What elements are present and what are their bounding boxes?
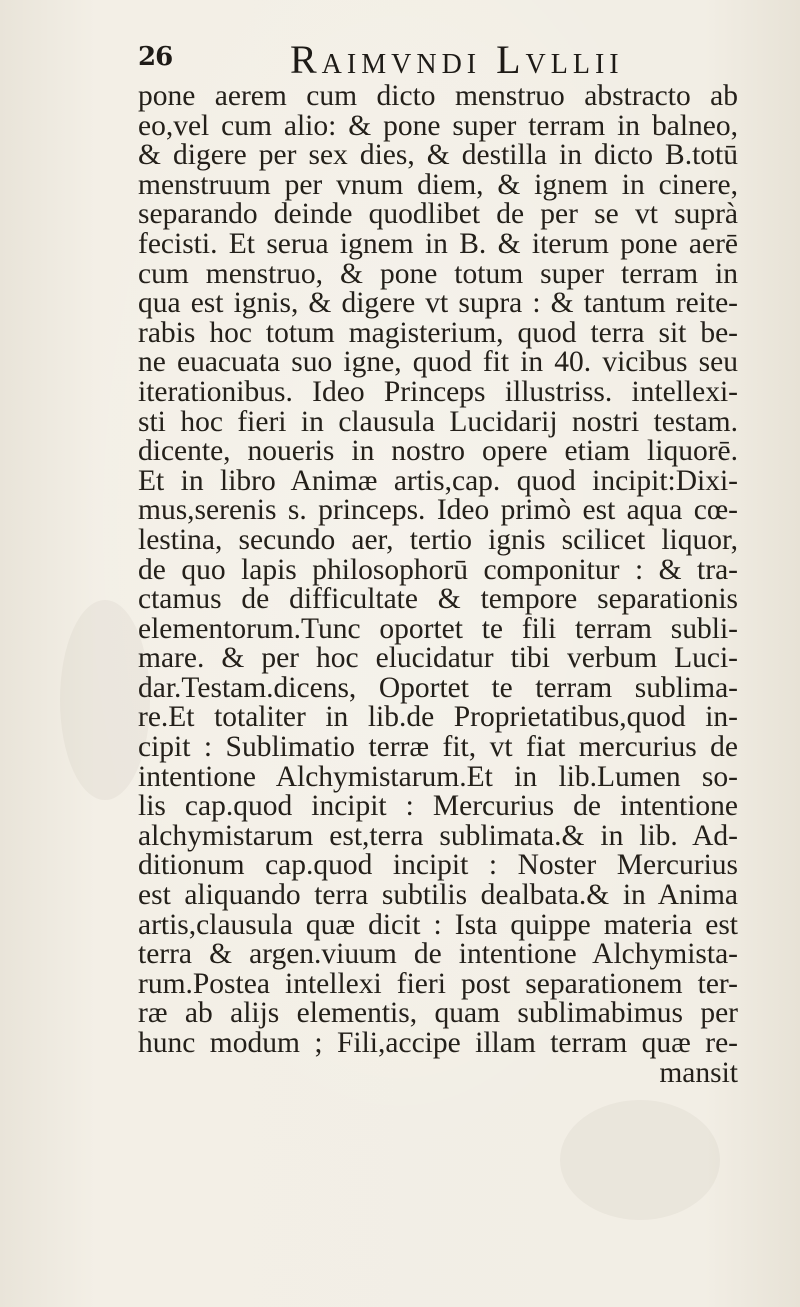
text-line: iterationibus. Ideo Princeps illustriss. intellexi-	[138, 375, 738, 408]
text-line: artis,clausula quæ dicit : Ista quippe materia est	[138, 908, 738, 941]
paper-stain	[60, 600, 150, 800]
running-head: Raimvndi Lvllii	[290, 37, 624, 82]
catchword: mansit	[659, 1056, 738, 1089]
text-line: ræ ab alijs elementis, quam sublimabimus per	[138, 997, 738, 1030]
text-line: fecisti. Et serua ignem in B. & iterum pone aerē	[138, 227, 738, 260]
text-line: alchymistarum est,terra sublimata.& in lib. Ad-	[138, 819, 738, 852]
body-text	[138, 82, 738, 1088]
text-line: Et in libro Animæ artis,cap. quod incipit:Dixi-	[138, 464, 738, 497]
text-line: ditionum cap.quod incipit : Noster Mercurius	[138, 849, 738, 882]
text-line: pone aerem cum dicto menstruo abstracto ab	[138, 80, 738, 112]
text-line: rum.Postea intellexi fieri post separationem ter-	[138, 967, 738, 1000]
text-line: & digere per sex dies, & destilla in dicto B.totū	[138, 139, 738, 172]
text-line: eo,vel cum alio: & pone super terram in balneo,	[138, 109, 738, 142]
page-number: 26	[138, 42, 173, 72]
text-line: ctamus de difficultate & tempore separationis	[138, 583, 738, 616]
page-header	[138, 36, 698, 80]
text-line: cum menstruo, & pone totum super terram in	[138, 257, 738, 290]
text-line: separando deinde quodlibet de per se vt suprà	[138, 198, 738, 231]
text-line: terra & argen.viuum de intentione Alchymista-	[138, 938, 738, 971]
text-line: est aliquando terra subtilis dealbata.& in Anima	[138, 879, 738, 912]
text-line: mus,serenis s. princeps. Ideo primò est aqua cœ-	[138, 494, 738, 527]
text-line: dar.Testam.dicens, Oportet te terram sublima-	[138, 671, 738, 704]
text-line: cipit : Sublimatio terræ fit, vt fiat mercurius de	[138, 731, 738, 764]
text-line: dicente, noueris in nostro opere etiam liquorē.	[138, 435, 738, 468]
text-line: re.Et totaliter in lib.de Proprietatibus,quod in-	[138, 701, 738, 734]
text-line: lestina, secundo aer, tertio ignis scilicet liquor,	[138, 523, 738, 556]
text-line: hunc modum ; Fili,accipe illam terram quæ re-	[138, 1027, 738, 1059]
text-line: sti hoc fieri in clausula Lucidarij nostri testam.	[138, 405, 738, 438]
text-line: mare. & per hoc elucidatur tibi verbum Luci-	[138, 642, 738, 675]
paper-stain	[560, 1100, 720, 1220]
text-line: de quo lapis philosophorū componitur : & tra-	[138, 553, 738, 586]
text-line: ne euacuata suo igne, quod fit in 40. vicibus seu	[138, 346, 738, 379]
text-line: qua est ignis, & digere vt supra : & tantum reite-	[138, 287, 738, 320]
text-line: lis cap.quod incipit : Mercurius de intentione	[138, 790, 738, 823]
text-line: rabis hoc totum magisterium, quod terra sit be-	[138, 316, 738, 349]
text-line: intentione Alchymistarum.Et in lib.Lumen so-	[138, 760, 738, 793]
text-line: menstruum per vnum diem, & ignem in cinere,	[138, 168, 738, 201]
text-line: elementorum.Tunc oportet te fili terram subli-	[138, 612, 738, 645]
